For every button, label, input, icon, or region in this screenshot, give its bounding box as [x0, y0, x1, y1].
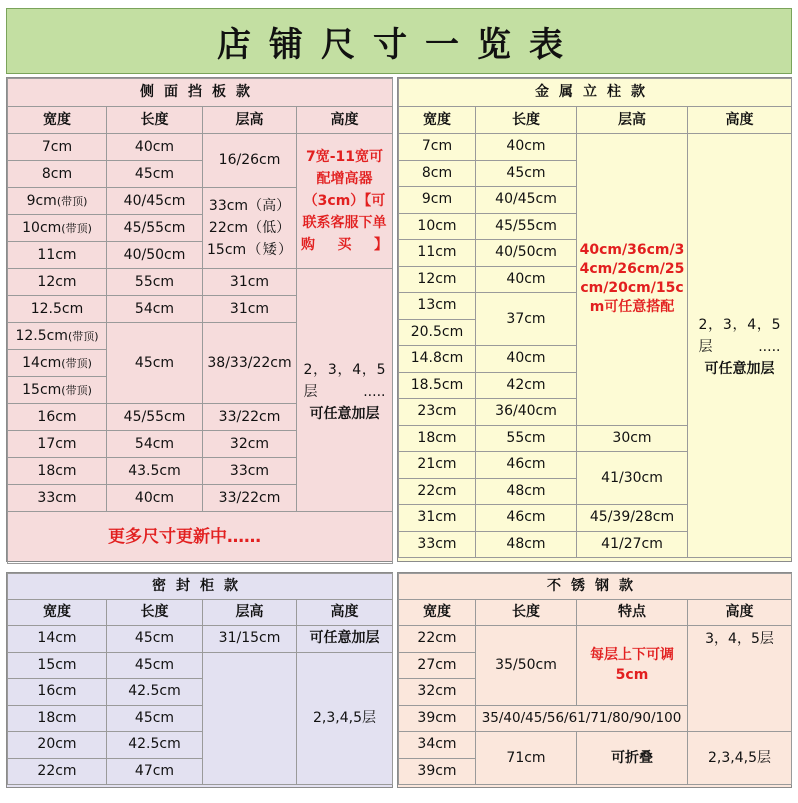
cell-length: 42.5cm — [107, 679, 203, 706]
cell-width: 10cm(带顶) — [8, 215, 107, 242]
cell-height: 可任意加层 — [297, 626, 393, 653]
cell-width: 9cm — [399, 187, 476, 214]
header-width: 宽度 — [399, 600, 476, 626]
foldable-feature: 可折叠 — [577, 732, 688, 785]
cell-width: 8cm — [8, 161, 107, 188]
sealed-cabinet-title: 密封柜款 — [8, 574, 393, 600]
header-width: 宽度 — [399, 107, 476, 134]
side-panel-table — [7, 78, 393, 564]
cell-height: 3，4，5层 — [688, 626, 792, 732]
cell-length: 35/40/45/56/61/71/80/90/100 — [476, 705, 688, 732]
header-height: 高度 — [297, 600, 393, 626]
sealed-cabinet-section — [6, 572, 393, 788]
cell-length: 46cm — [476, 505, 577, 532]
cell-layer: 33cm — [203, 458, 297, 485]
cell-width: 22cm — [399, 478, 476, 505]
cell-layer: 33cm（高）22cm（低）15cm（矮） — [203, 188, 297, 269]
cell-length: 45/55cm — [476, 213, 577, 240]
cell-length: 54cm — [107, 431, 203, 458]
header-length: 长度 — [476, 600, 577, 626]
cell-length: 40cm — [476, 266, 577, 293]
cell-width: 20.5cm — [399, 319, 476, 346]
cell-layer: 33/22cm — [203, 404, 297, 431]
stainless-steel-section — [397, 572, 792, 788]
cell-width: 18.5cm — [399, 372, 476, 399]
cell-width: 34cm — [399, 732, 476, 759]
cell-width: 7cm — [399, 134, 476, 161]
cell-width: 27cm — [399, 652, 476, 679]
cell-length: 42.5cm — [107, 732, 203, 759]
cell-width: 17cm — [8, 431, 107, 458]
cell-length: 40cm — [107, 485, 203, 512]
cell-layer: 32cm — [203, 431, 297, 458]
cell-width: 22cm — [399, 626, 476, 653]
cell-width: 22cm — [8, 758, 107, 785]
cell-length: 48cm — [476, 478, 577, 505]
cell-length: 47cm — [107, 758, 203, 785]
cell-length: 36/40cm — [476, 399, 577, 426]
cell-length: 71cm — [476, 732, 577, 785]
cell-width: 12.5cm — [8, 296, 107, 323]
topped-tag: (带顶) — [67, 329, 99, 343]
height-levels: 2，3，4，5层..... — [303, 361, 386, 400]
cell-width: 33cm — [399, 531, 476, 558]
cell-layer: 31cm — [203, 296, 297, 323]
cell-length: 55cm — [476, 425, 577, 452]
cell-length: 45cm — [107, 705, 203, 732]
cell-width: 14.8cm — [399, 346, 476, 373]
cell-height: 2,3,4,5层 — [297, 652, 393, 785]
cell-width: 20cm — [8, 732, 107, 759]
cell-length: 45cm — [476, 160, 577, 187]
cell-layer: 16/26cm — [203, 134, 297, 188]
adjustable-feature: 每层上下可调5cm — [577, 626, 688, 706]
cell-width: 9cm(带顶) — [8, 188, 107, 215]
cell-length: 40cm — [107, 134, 203, 161]
cell-width: 14cm(带顶) — [8, 350, 107, 377]
header-layer: 层高 — [577, 107, 688, 134]
cell-width: 14cm — [8, 626, 107, 653]
cell-width: 21cm — [399, 452, 476, 479]
topped-tag: (带顶) — [61, 221, 92, 235]
cell-length: 40/45cm — [476, 187, 577, 214]
height-sub: 可任意加层 — [704, 361, 775, 377]
cell-width: 12cm — [399, 266, 476, 293]
cell-width: 39cm — [399, 758, 476, 785]
header-height: 高度 — [688, 600, 792, 626]
more-sizes-note: 更多尺寸更新中…… — [8, 512, 393, 564]
cell-layer: 31/15cm — [203, 626, 297, 653]
cell-length: 45/55cm — [107, 215, 203, 242]
cell-length: 42cm — [476, 372, 577, 399]
cell-layer: 41/30cm — [577, 452, 688, 505]
cell-length: 45cm — [107, 652, 203, 679]
cell-width: 23cm — [399, 399, 476, 426]
cell-width: 39cm — [399, 705, 476, 732]
cell-length: 45cm — [107, 626, 203, 653]
cell-width: 12cm — [8, 269, 107, 296]
cell-layer: 38/33/22cm — [203, 323, 297, 404]
cell-width: 15cm — [8, 652, 107, 679]
header-layer: 层高 — [203, 600, 297, 626]
cell-layer: 41/27cm — [577, 531, 688, 558]
topped-tag: (带顶) — [61, 356, 92, 370]
stainless-steel-table — [398, 573, 792, 785]
header-height: 高度 — [297, 107, 393, 134]
header-width: 宽度 — [8, 600, 107, 626]
cell-length: 40cm — [476, 346, 577, 373]
cell-length: 55cm — [107, 269, 203, 296]
cell-length: 45cm — [107, 161, 203, 188]
height-levels: 2，3，4，5层..... — [698, 317, 781, 355]
header-height: 高度 — [688, 107, 792, 134]
cell-length: 40/50cm — [476, 240, 577, 267]
page-title: 店铺尺寸一览表 — [6, 8, 792, 74]
header-feature: 特点 — [577, 600, 688, 626]
cell-length: 40/50cm — [107, 242, 203, 269]
cell-layer: 30cm — [577, 425, 688, 452]
booster-note: 7宽-11宽可配增高器（3cm）【可联系客服下单购买】 — [297, 134, 393, 269]
cell-width: 33cm — [8, 485, 107, 512]
cell-width: 16cm — [8, 679, 107, 706]
cell-height — [297, 269, 393, 512]
cell-layer-empty — [203, 652, 297, 785]
cell-width: 7cm — [8, 134, 107, 161]
cell-width: 11cm — [399, 240, 476, 267]
cell-width: 8cm — [399, 160, 476, 187]
cell-height: 2,3,4,5层 — [688, 732, 792, 785]
cell-length: 48cm — [476, 531, 577, 558]
side-panel-section — [6, 77, 393, 562]
topped-tag: (带顶) — [56, 194, 88, 208]
header-length: 长度 — [107, 600, 203, 626]
stainless-steel-title: 不锈钢款 — [399, 574, 792, 600]
cell-width: 18cm — [8, 705, 107, 732]
header-width: 宽度 — [8, 107, 107, 134]
cell-width: 16cm — [8, 404, 107, 431]
cell-width: 15cm(带顶) — [8, 377, 107, 404]
cell-layer: 31cm — [203, 269, 297, 296]
cell-width: 18cm — [8, 458, 107, 485]
cell-width: 10cm — [399, 213, 476, 240]
header-length: 长度 — [107, 107, 203, 134]
cell-height — [688, 134, 792, 558]
cell-length: 40/45cm — [107, 188, 203, 215]
topped-tag: (带顶) — [61, 383, 92, 397]
side-panel-title: 侧面挡板款 — [8, 79, 393, 107]
cell-layer: 45/39/28cm — [577, 505, 688, 532]
cell-length: 40cm — [476, 134, 577, 161]
cell-width: 13cm — [399, 293, 476, 320]
cell-length: 54cm — [107, 296, 203, 323]
layer-options-note: 40cm/36cm/34cm/26cm/25cm/20cm/15cm可任意搭配 — [577, 134, 688, 426]
cell-width: 31cm — [399, 505, 476, 532]
cell-length: 45/55cm — [107, 404, 203, 431]
metal-pillar-title: 金属立柱款 — [399, 79, 792, 107]
cell-length: 43.5cm — [107, 458, 203, 485]
cell-length: 37cm — [476, 293, 577, 346]
header-length: 长度 — [476, 107, 577, 134]
cell-width: 32cm — [399, 679, 476, 706]
cell-layer: 33/22cm — [203, 485, 297, 512]
sealed-cabinet-table — [7, 573, 393, 785]
cell-width: 18cm — [399, 425, 476, 452]
cell-length: 35/50cm — [476, 626, 577, 706]
cell-width: 11cm — [8, 242, 107, 269]
cell-length: 46cm — [476, 452, 577, 479]
metal-pillar-table — [398, 78, 792, 558]
header-layer: 层高 — [203, 107, 297, 134]
height-sub: 可任意加层 — [309, 405, 380, 422]
metal-pillar-section — [397, 77, 792, 562]
cell-width: 12.5cm(带顶) — [8, 323, 107, 350]
cell-length: 45cm — [107, 323, 203, 404]
